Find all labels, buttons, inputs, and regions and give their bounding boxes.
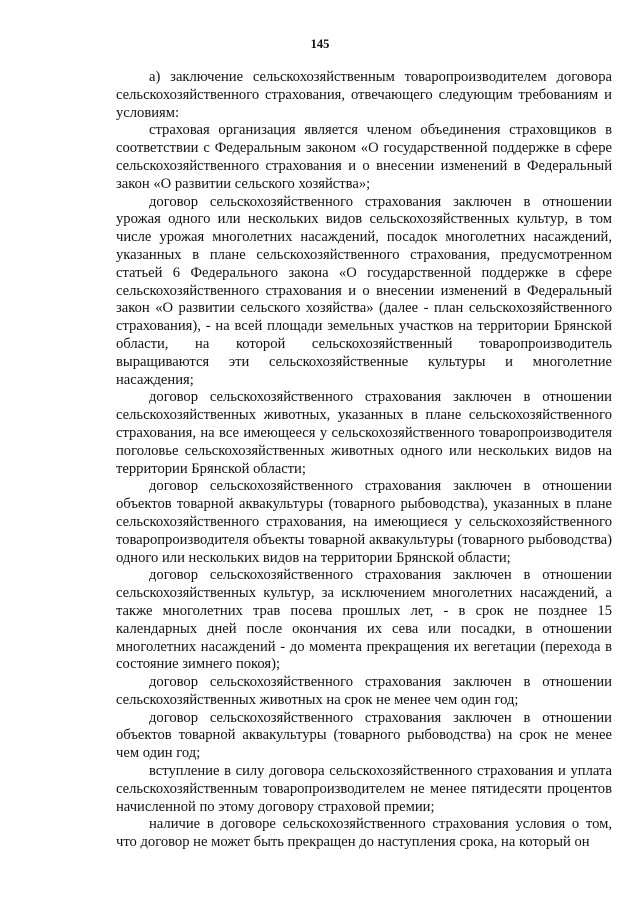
paragraph-insurer-membership: страховая организация является членом объединения страховщиков в соответствии с Федеральным законом «О государственной поддержке в сфере сельскохозяйственного страхования и о внесении изменений в Федеральный закон «О развитии сельского хозяйства»;	[116, 122, 612, 192]
paragraph-premium-payment: вступление в силу договора сельскохозяйственного страхования и уплата сельскохозяйственным товаропроизводителем не менее пятидесяти процентов начисленной по этому договору страховой премии;	[116, 763, 612, 815]
paragraph-crops-insurance: договор сельскохозяйственного страхования заключен в отношении урожая одного или нескольких видов сельскохозяйственных культур, в том числе урожая многолетних насаждений, посадок многолетних насаждений, указанных в плане сельскохозяйственного страхования, предусмотренном статьей 6 Федерального закона «О государственной поддержке в сфере сельскохозяйственного страхования и о внесении изменений в Федеральный закон «О развитии сельского хозяйства» (далее - план сельскохозяйственного страхования), - на всей площади земельных участков на территории Брянской области, на которой сельскохозяйственный товаропроизводитель выращиваются эти сельскохозяйственные культуры и многолетние насаждения;	[116, 193, 612, 388]
paragraph-aquaculture-term: договор сельскохозяйственного страхования заключен в отношении объектов товарной аквакультуры (товарного рыбоводства) на срок не менее чем один год;	[116, 709, 612, 762]
paragraph-crops-deadline: договор сельскохозяйственного страхования заключен в отношении сельскохозяйственных культур, за исключением многолетних насаждений, а также многолетних трав посева прошлых лет, - в срок не позднее 15 календарных дней после окончания их сева или посадки, в отношении многолетних насаждений - до момента прекращения их вегетации (перехода в состояние зимнего покоя);	[116, 567, 612, 673]
page-number: 145	[310, 37, 330, 51]
paragraph-termination-condition: наличие в договоре сельскохозяйственного страхования условия о том, что договор не может быть прекращен до наступления срока, на который он	[116, 816, 612, 851]
paragraph-animals-term: договор сельскохозяйственного страхования заключен в отношении сельскохозяйственных животных на срок не менее чем один год;	[116, 674, 612, 708]
document-body	[116, 69, 612, 852]
paragraph-animals-insurance: договор сельскохозяйственного страхования заключен в отношении сельскохозяйственных животных, указанных в плане сельскохозяйственного страхования, на все имеющееся у сельскохозяйственного товаропроизводителя поголовье сельскохозяйственных животных одного или нескольких видов на территории Брянской области;	[116, 389, 612, 477]
paragraph-aquaculture-insurance: договор сельскохозяйственного страхования заключен в отношении объектов товарной аквакультуры (товарного рыбоводства), указанных в плане сельскохозяйственного страхования, на имеющиеся у сельскохозяйственного товаропроизводителя объекты товарной аквакультуры (товарного рыбоводства) одного или нескольких видов на территории Брянской области;	[116, 478, 612, 566]
paragraph-contract-conclusion: а) заключение сельскохозяйственным товаропроизводителем договора сельскохозяйственного страхования, отвечающего следующим требованиям и условиям:	[116, 69, 612, 121]
